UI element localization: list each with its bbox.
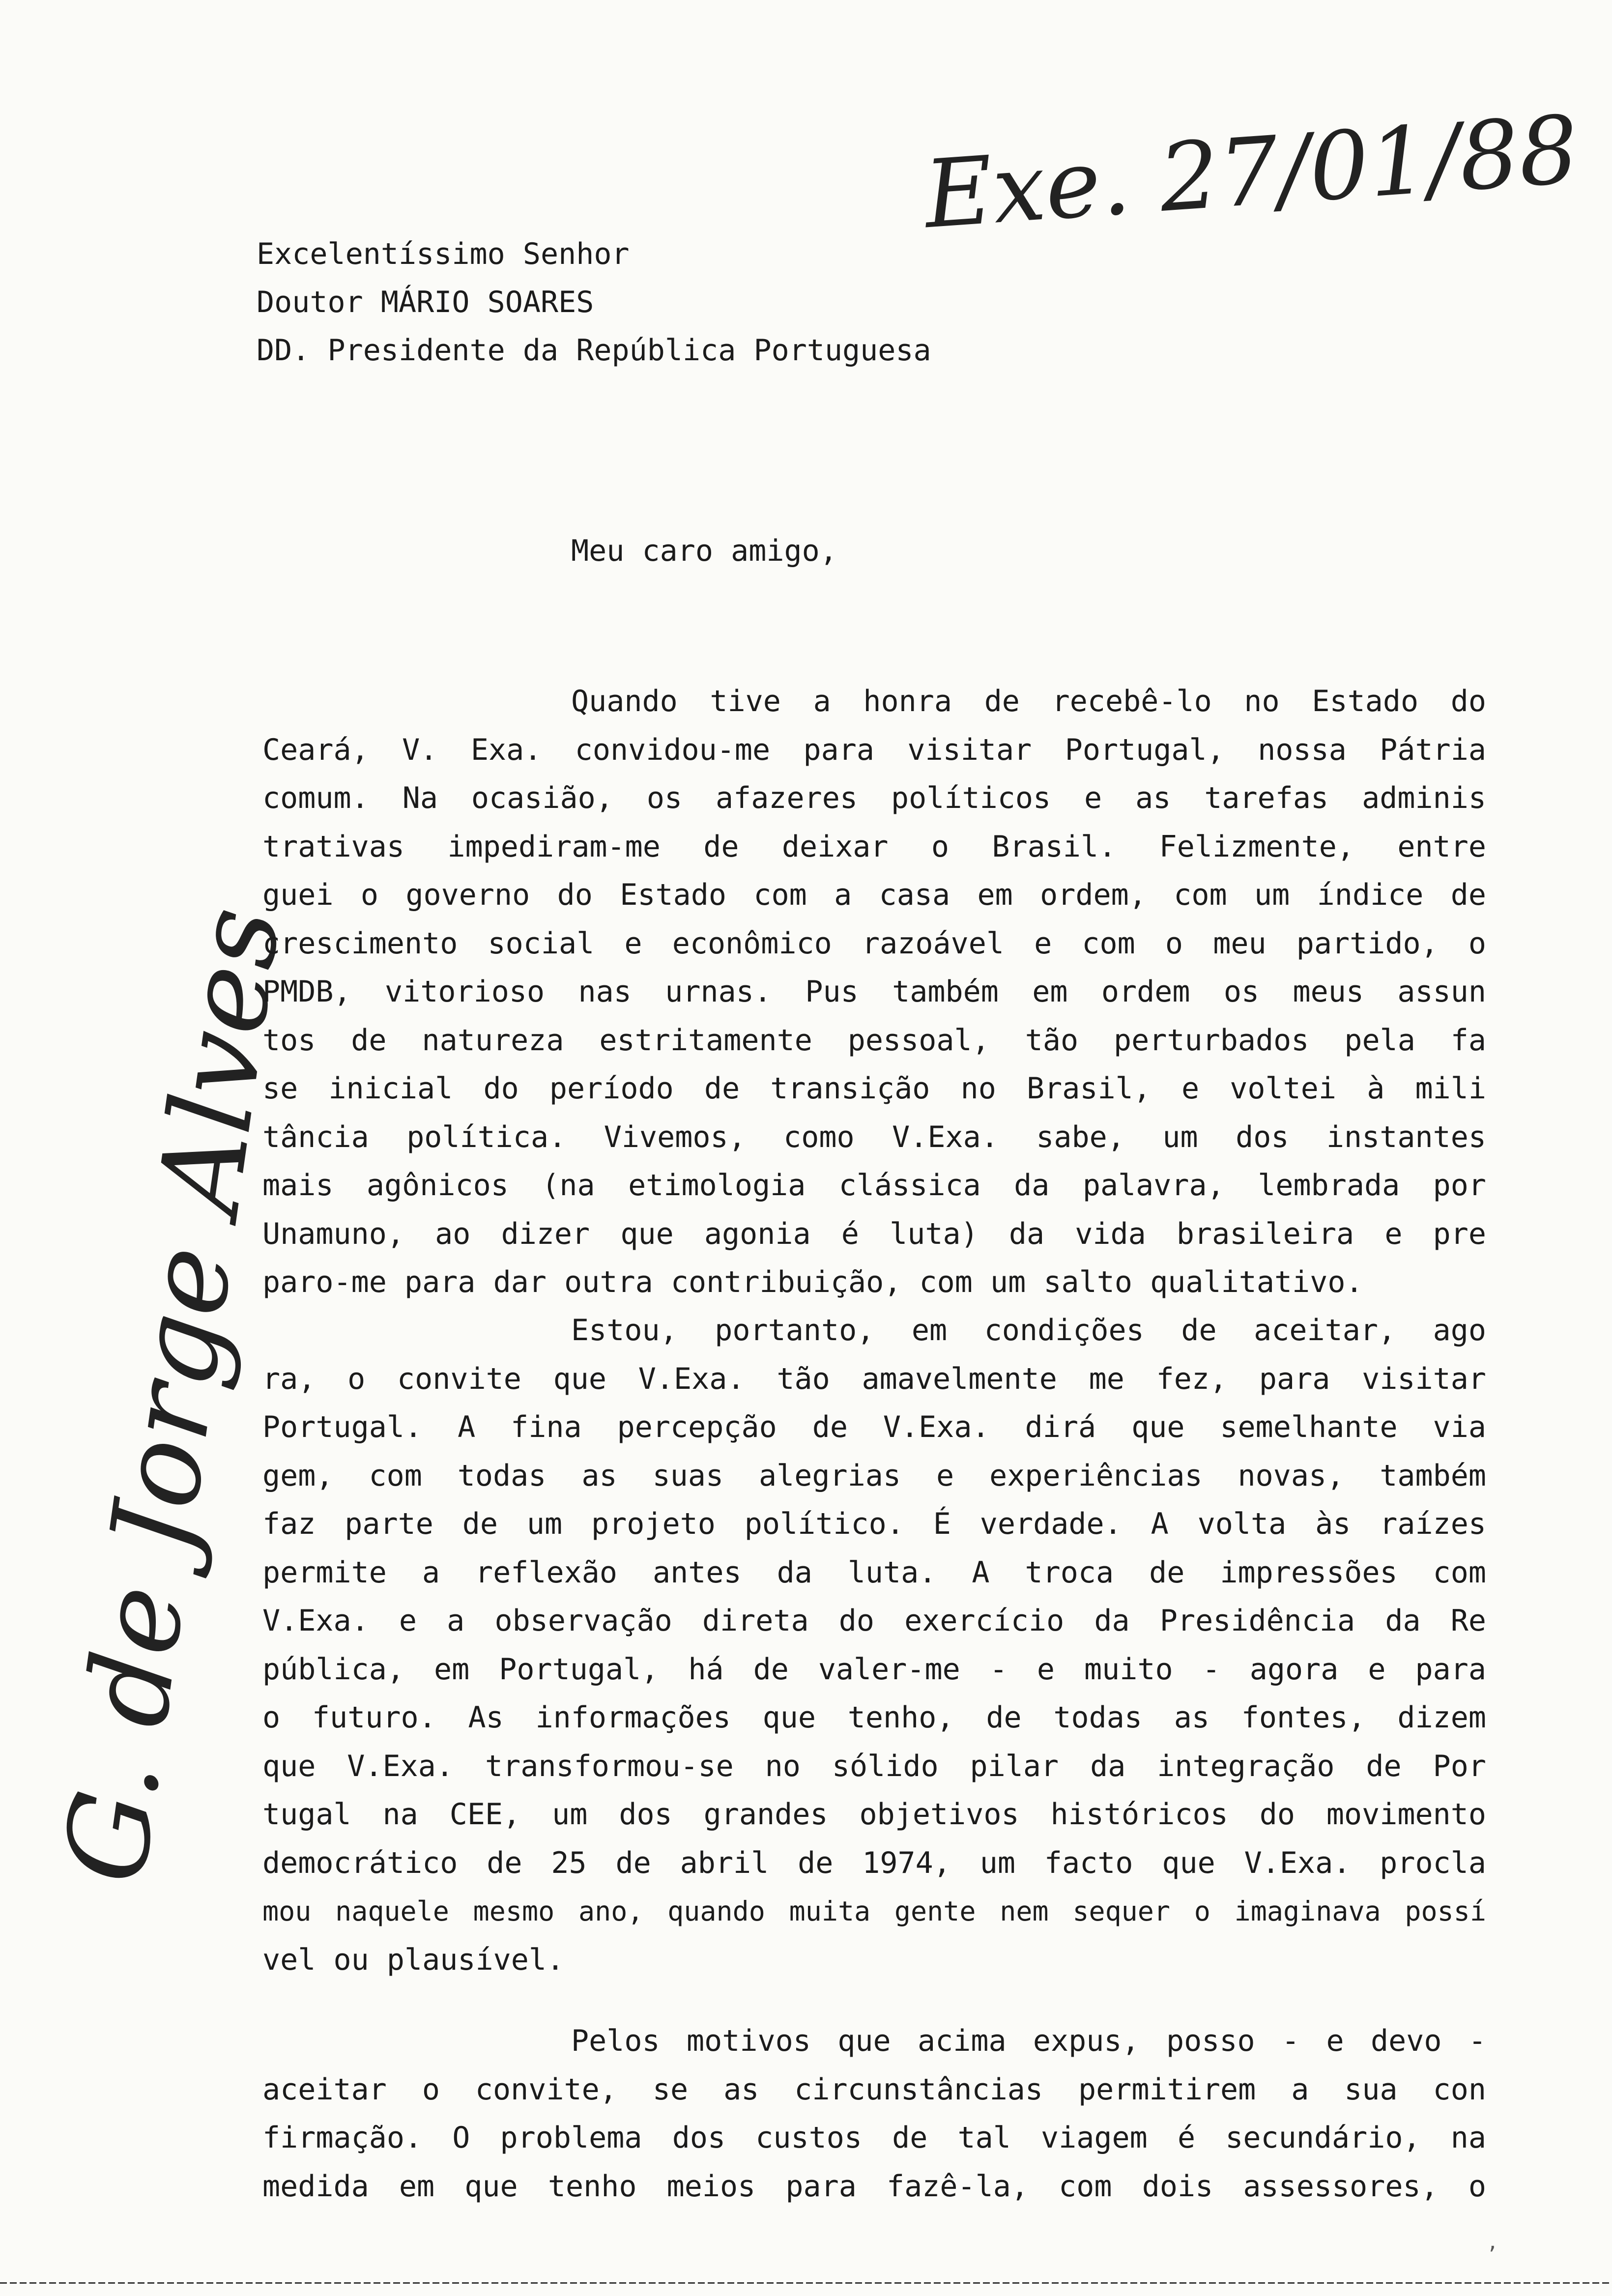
text-line: ra, o convite que V.Exa. tão amavelmente me fez, para visitar [262,1361,1486,1396]
handwritten-margin-signature: G. de Jorge Alves [39,899,306,1891]
text-line: Unamuno, ao dizer que agonia é luta) da vida brasileira e pre [262,1216,1486,1251]
text-line: mou naquele mesmo ano, quando muita gente nem sequer o imaginava possí [262,1895,1486,1927]
text-line: pública, em Portugal, há de valer-me - e muito - agora e para [262,1652,1486,1687]
text-line: tância política. Vivemos, como V.Exa. sabe, um dos instantes [262,1119,1486,1154]
text-line: Portugal. A fina percepção de V.Exa. dirá que semelhante via [262,1410,1486,1444]
text-line: se inicial do período de transição no Brasil, e voltei à mili [262,1071,1486,1106]
paragraph-1 [262,677,1486,1307]
text-line: tugal na CEE, um dos grandes objetivos históricos do movimento [262,1797,1486,1832]
text-line: permite a reflexão antes da luta. A troca de impressões com [262,1555,1486,1590]
stray-mark: , [1487,2231,1499,2254]
address-line-3: DD. Presidente da República Portuguesa [257,333,931,368]
address-line-1: Excelentíssimo Senhor [257,237,630,271]
text-line: guei o governo do Estado com a casa em ordem, com um índice de [262,878,1486,912]
text-line: Pelos motivos que acima expus, posso - e devo - [571,2024,1486,2058]
page-bottom-rule [0,2282,1612,2284]
salutation: Meu caro amigo, [571,534,837,568]
text-line: gem, com todas as suas alegrias e experiências novas, também [262,1458,1486,1493]
text-line: PMDB, vitorioso nas urnas. Pus também em ordem os meus assun [262,975,1486,1009]
text-line: mais agônicos (na etimologia clássica da palavra, lembrada por [262,1168,1486,1203]
text-line: faz parte de um projeto político. É verdade. A volta às raízes [262,1507,1486,1541]
text-line: paro-me para dar outra contribuição, com um salto qualitativo. [262,1265,1363,1299]
text-line: o futuro. As informações que tenho, de todas as fontes, dizem [262,1700,1486,1735]
text-line: firmação. O problema dos custos de tal viagem é secundário, na [262,2121,1486,2155]
text-line: crescimento social e econômico razoável e com o meu partido, o [262,926,1486,961]
text-line: vel ou plausível. [262,1942,565,1977]
text-line: comum. Na ocasião, os afazeres políticos e as tarefas adminis [262,781,1486,815]
text-line: Ceará, V. Exa. convidou-me para visitar Portugal, nossa Pátria [262,732,1486,767]
paragraph-3 [262,2017,1486,2210]
text-line: trativas impediram-me de deixar o Brasil. Felizmente, entre [262,829,1486,864]
text-line: tos de natureza estritamente pessoal, tão perturbados pela fa [262,1023,1486,1058]
text-line: Estou, portanto, em condições de aceitar, ago [571,1313,1486,1348]
text-line: V.Exa. e a observação direta do exercício da Presidência da Re [262,1604,1486,1638]
text-line: Quando tive a honra de recebê-lo no Estado do [571,684,1486,718]
text-line: democrático de 25 de abril de 1974, um facto que V.Exa. procla [262,1845,1486,1880]
text-line: medida em que tenho meios para fazê-la, com dois assessores, o [262,2169,1486,2204]
text-line: aceitar o convite, se as circunstâncias permitirem a sua con [262,2072,1486,2107]
handwritten-date-note: Exe. 27/01/88 [921,95,1582,250]
text-line: que V.Exa. transformou-se no sólido pilar da integração de Por [262,1749,1486,1783]
address-line-2: Doutor MÁRIO SOARES [257,285,594,319]
paragraph-2 [262,1306,1486,1984]
